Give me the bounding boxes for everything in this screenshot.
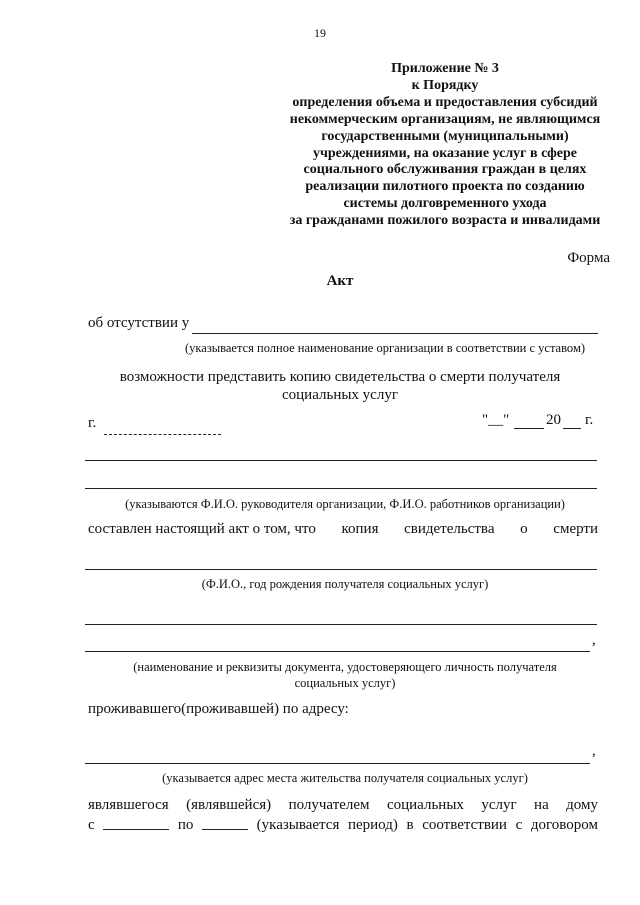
city-prefix: г. — [88, 415, 97, 431]
persons-line-2[interactable] — [85, 488, 597, 489]
appendix-line: социального обслуживания граждан в целях — [303, 162, 587, 178]
service-period-row-1 — [88, 797, 598, 814]
statement-line-1: возможности представить копию свидетельства о смерти получателя — [119, 369, 561, 385]
appendix-line: определения объема и предоставления субсидий — [292, 94, 598, 110]
period-word: по — [177, 817, 194, 833]
document-line-comma: , — [592, 632, 596, 648]
statement-word: составлен настоящий акт о том, что — [88, 521, 316, 537]
date-month-line[interactable] — [514, 428, 544, 429]
period-word: (указывается — [256, 817, 340, 833]
statement-word: копия — [341, 521, 379, 537]
period-word: с — [515, 817, 523, 833]
organization-lead: об отсутствии у — [88, 315, 190, 331]
recipient-caption: (Ф.И.О., год рождения получателя социальных услуг) — [201, 577, 489, 591]
statement-word: о — [520, 521, 528, 537]
identity-caption-1: (наименование и реквизиты документа, удостоверяющего личность получателя — [133, 660, 557, 674]
date-year-prefix: 20 — [546, 412, 561, 428]
period-word: с — [88, 817, 95, 833]
appendix-header — [255, 61, 635, 230]
period-word: социальных — [386, 797, 464, 813]
address-caption: (указывается адрес места жительства получателя социальных услуг) — [162, 771, 528, 785]
persons-caption: (указываются Ф.И.О. руководителя организации, Ф.И.О. работников организации) — [125, 497, 565, 511]
period-word: период) — [347, 817, 398, 833]
city-line[interactable] — [104, 434, 221, 435]
organization-name-line[interactable] — [192, 333, 598, 334]
appendix-line: за гражданами пожилого возраста и инвалидами — [289, 213, 601, 229]
period-word: являвшегося — [88, 797, 169, 813]
statement-word: свидетельства — [404, 521, 495, 537]
statement-word: смерти — [553, 521, 598, 537]
period-start-blank[interactable] — [103, 817, 169, 830]
address-line[interactable] — [85, 763, 590, 764]
statement-line-2: социальных услуг — [282, 387, 398, 403]
period-word: в — [406, 817, 414, 833]
form-label: Форма — [567, 250, 610, 266]
period-word: дому — [566, 797, 598, 813]
period-word: на — [534, 797, 549, 813]
date-year-line[interactable] — [563, 428, 581, 429]
appendix-line: учреждениями, на оказание услуг в сфере — [312, 145, 578, 161]
period-word: договором — [530, 817, 598, 833]
organization-caption: (указывается полное наименование организации в соответствии с уставом) — [184, 341, 586, 355]
document-line-2[interactable] — [85, 651, 590, 652]
appendix-line: Приложение № 3 — [391, 61, 499, 76]
recipient-line[interactable] — [85, 569, 597, 570]
appendix-line: реализации пилотного проекта по созданию — [305, 179, 585, 195]
document-line-1[interactable] — [85, 624, 597, 625]
identity-caption-2: социальных услуг) — [294, 676, 396, 690]
period-word: услуг — [481, 797, 517, 813]
period-word: соответствии — [422, 817, 507, 833]
address-lead: проживавшего(проживавшей) по адресу: — [88, 701, 349, 717]
period-word: (являвшейся) — [186, 797, 272, 813]
statement-row — [88, 521, 598, 538]
document-title: Акт — [326, 273, 354, 289]
appendix-line: государственными (муниципальными) — [321, 128, 569, 144]
date-day: "__" — [482, 412, 510, 428]
appendix-line: некоммерческим организациям, не являющимся — [289, 111, 601, 127]
service-period-row-2 — [88, 817, 598, 834]
date-year-suffix: г. — [585, 412, 594, 428]
period-end-blank[interactable] — [202, 817, 248, 830]
appendix-line: к Порядку — [411, 77, 479, 93]
appendix-line: системы долговременного ухода — [343, 196, 547, 212]
persons-line-1[interactable] — [85, 460, 597, 461]
period-word: получателем — [288, 797, 370, 813]
page-number: 19 — [314, 26, 326, 40]
address-line-comma: , — [592, 743, 596, 759]
